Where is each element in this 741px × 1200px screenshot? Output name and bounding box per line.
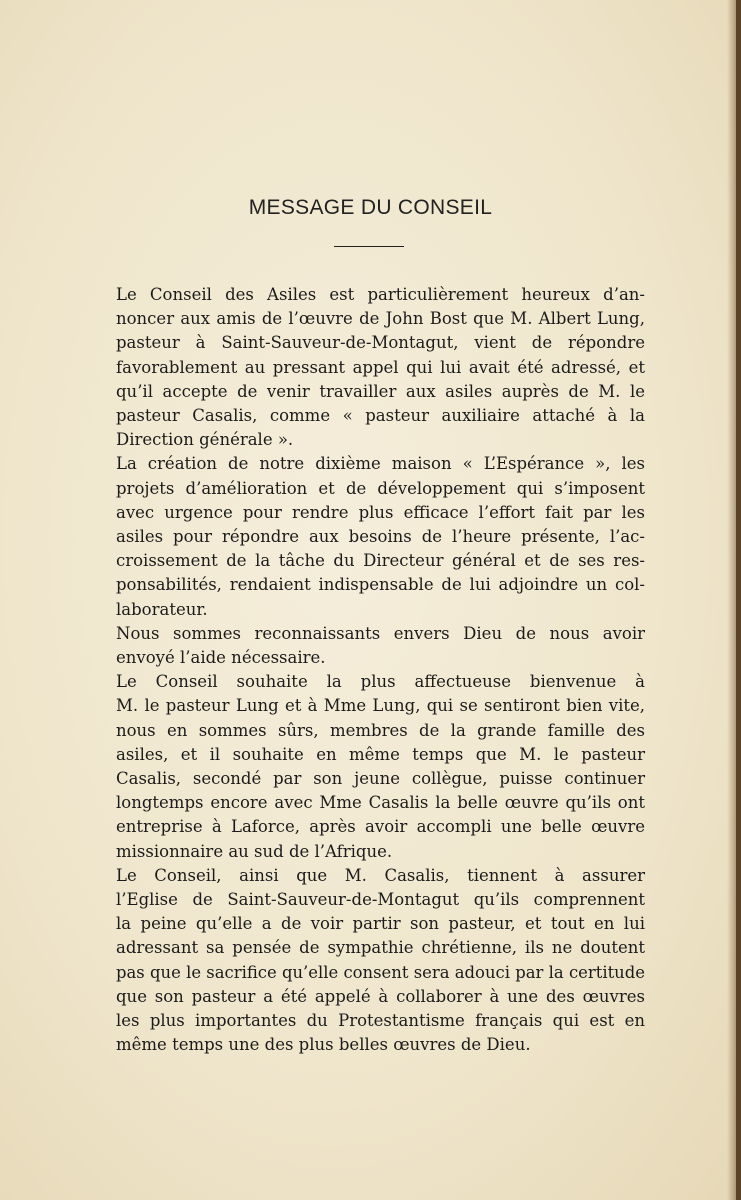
paragraph bbox=[116, 622, 645, 670]
text-line: La création de notre dixième maison « L’Espérance », les bbox=[116, 454, 645, 474]
text-line: pasteur Casalis, comme « pasteur auxiliaire attaché à la bbox=[116, 406, 645, 426]
title-rule bbox=[334, 246, 404, 247]
text-line: missionnaire au sud de l’Afrique. bbox=[116, 841, 393, 861]
text-line: projets d’amélioration et de développement qui s’imposent bbox=[116, 478, 645, 498]
text-line: Le Conseil des Asiles est particulièrement heureux d’an- bbox=[116, 285, 645, 304]
text-line: favorablement au pressant appel qui lui avait été adressé, et bbox=[116, 357, 645, 377]
text-line: adressant sa pensée de sympathie chrétienne, ils ne doutent bbox=[116, 938, 645, 958]
document-body bbox=[116, 283, 645, 1058]
page-title: MESSAGE DU CONSEIL bbox=[248, 196, 493, 219]
text-line: avec urgence pour rendre plus efficace l’effort fait par les bbox=[116, 502, 645, 522]
text-line: ponsabilités, rendaient indispensable de lui adjoindre un col- bbox=[116, 575, 645, 595]
text-line: Casalis, secondé par son jeune collègue, puisse continuer bbox=[116, 769, 645, 789]
text-line: que son pasteur a été appelé à collaborer à une des œuvres bbox=[116, 986, 645, 1006]
text-line: Le Conseil souhaite la plus affectueuse bienvenue à bbox=[116, 672, 645, 692]
text-line: asiles pour répondre aux besoins de l’heure présente, l’ac- bbox=[116, 527, 645, 547]
text-line: les plus importantes du Protestantisme français qui est en bbox=[116, 1011, 645, 1031]
text-line: Nous sommes reconnaissants envers Dieu de nous avoir bbox=[116, 623, 645, 643]
text-line: même temps une des plus belles œuvres de Dieu. bbox=[116, 1035, 531, 1055]
text-line: entreprise à Laforce, après avoir accompli une belle œuvre bbox=[116, 817, 645, 837]
paragraph bbox=[116, 864, 645, 1058]
text-line: asiles, et il souhaite en même temps que M. le pasteur bbox=[116, 744, 645, 764]
text-line: la peine qu’elle a de voir partir son pasteur, et tout en lui bbox=[116, 914, 645, 934]
paragraph bbox=[116, 452, 645, 621]
text-line: croissement de la tâche du Directeur général et de ses res- bbox=[116, 551, 645, 571]
text-line: pasteur à Saint-Sauveur-de-Montagut, vient de répondre bbox=[116, 333, 645, 353]
paragraph bbox=[116, 670, 645, 864]
text-line: Direction générale ». bbox=[116, 430, 294, 450]
text-line: laborateur. bbox=[116, 599, 208, 619]
text-line: nous en sommes sûrs, membres de la grande famille des bbox=[116, 720, 645, 740]
text-line: noncer aux amis de l’œuvre de John Bost que M. Albert Lung, bbox=[116, 309, 645, 329]
text-line: Le Conseil, ainsi que M. Casalis, tiennent à assurer bbox=[116, 865, 645, 885]
text-line: qu’il accepte de venir travailler aux asiles auprès de M. le bbox=[116, 381, 645, 401]
text-line: longtemps encore avec Mme Casalis la belle œuvre qu’ils ont bbox=[116, 793, 645, 813]
text-line: pas que le sacrifice qu’elle consent sera adouci par la certitude bbox=[116, 962, 645, 982]
text-line: l’Eglise de Saint-Sauveur-de-Montagut qu’ils comprennent bbox=[116, 890, 645, 910]
text-line: M. le pasteur Lung et à Mme Lung, qui se sentiront bien vite, bbox=[116, 696, 645, 716]
page-spine-edge bbox=[736, 0, 741, 1200]
text-line: envoyé l’aide nécessaire. bbox=[116, 648, 326, 668]
paragraph bbox=[116, 283, 645, 452]
